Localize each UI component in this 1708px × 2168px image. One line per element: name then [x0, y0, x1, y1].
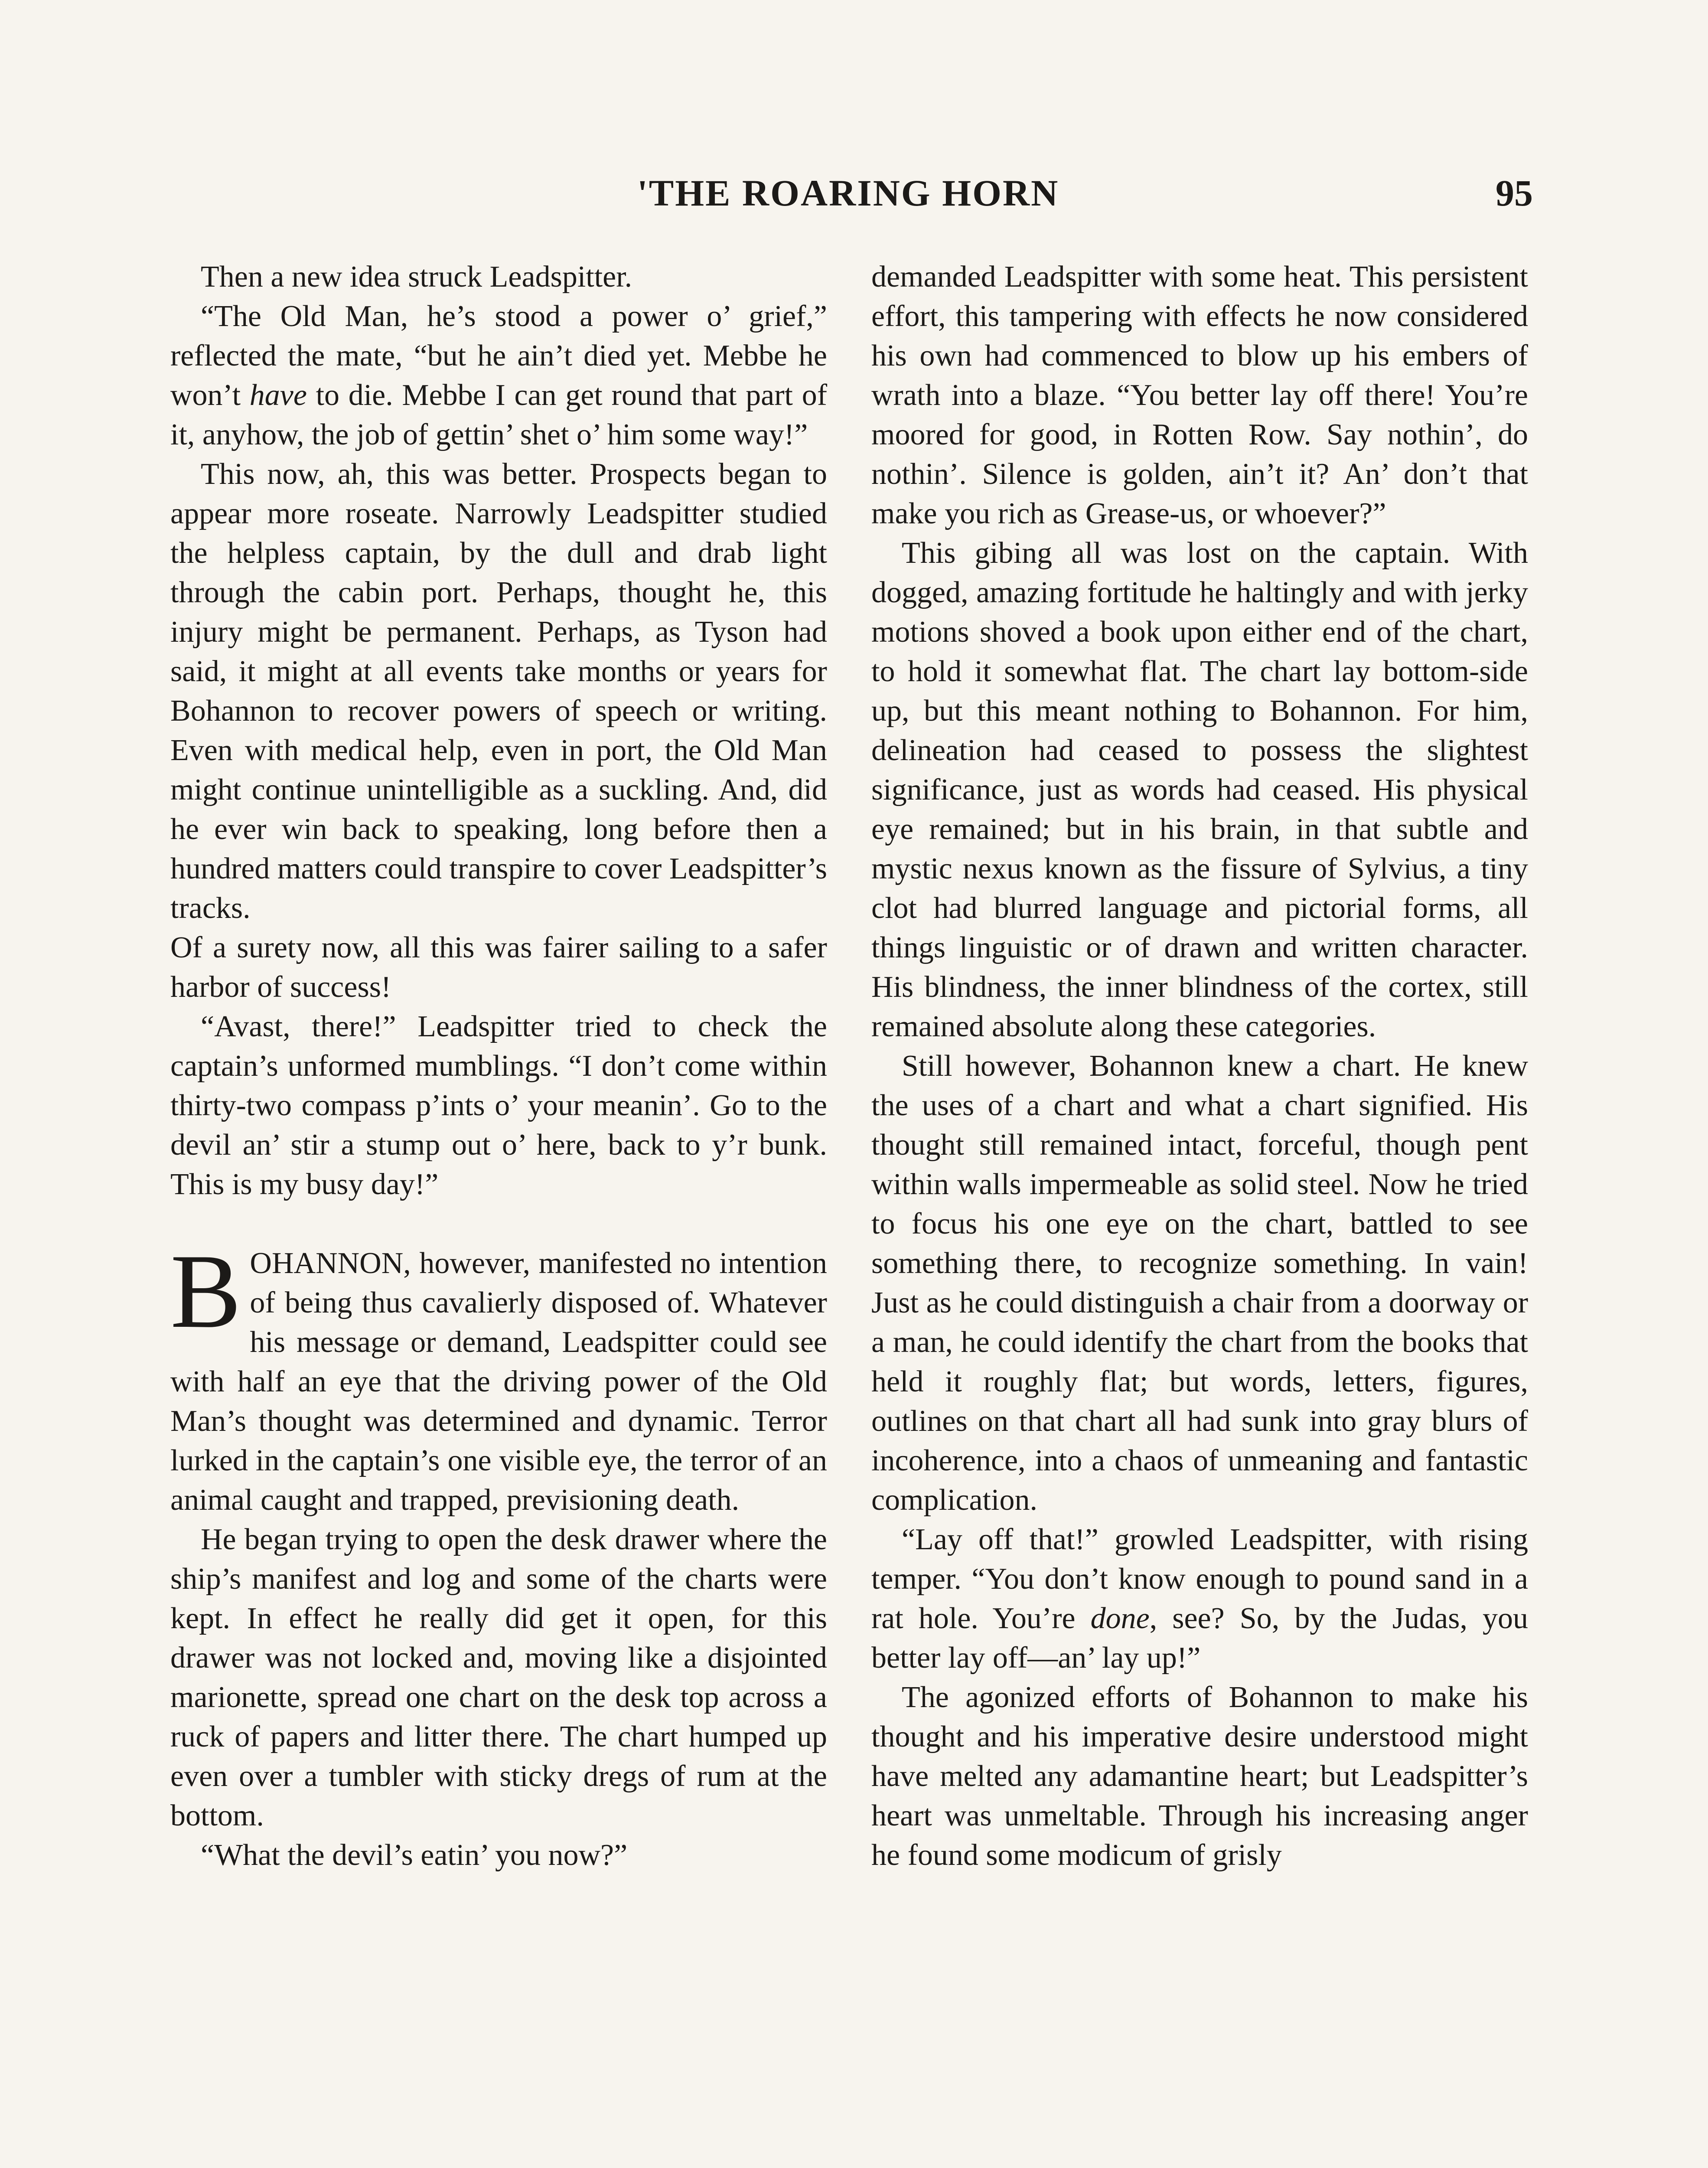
paragraph: He began trying to open the desk drawer where the ship’s manifest and log and some of the charts were kept. In effect he really did get it open, for this drawer was not locked and, moving like a disjointed marionette, spread one chart on the desk top across a ruck of papers and litter there. The chart humped up even over a tumbler with sticky dregs of rum at the bottom. [170, 1523, 827, 1832]
italic-emphasis: done [1090, 1602, 1150, 1635]
paragraph: This now, ah, this was better. Prospects began to appear more roseate. Narrowly Leadspitter studied the helpless captain, by the dull and drab light through the cabin port. Perhaps, thought he, this injury might be permanent. Perhaps, as Tyson had said, it might at all events take months or years for Bohannon to recover powers of speech or writing. Even with medical help, even in port, the Old Man might continue unintelligible as a suckling. And, did he ever win back to speaking, long before then a hundred matters could transpire to cover Leadspitter’s tracks. [170, 457, 827, 925]
right-column [871, 257, 1528, 1875]
paragraph: This gibing all was lost on the captain. With dogged, amazing fortitude he haltingly and with jerky motions shoved a book upon either end of the chart, to hold it somewhat flat. The chart lay bottom-side up, but this meant nothing to Bohannon. For him, delineation had ceased to possess the slightest significance, just as words had ceased. His physical eye remained; but in his brain, in that subtle and mystic nexus known as the fissure of Sylvius, a tiny clot had blurred language and pictorial forms, all things linguistic or of drawn and written character. His blindness, the inner blindness of the cortex, still remained absolute along these categories. [871, 536, 1528, 1043]
drop-cap-letter: B [170, 1232, 241, 1350]
left-column [170, 257, 827, 1875]
paragraph: “What the devil’s eatin’ you now?” [201, 1838, 628, 1872]
paragraph: Of a surety now, all this was fairer sailing to a safer harbor of success! [170, 931, 827, 1004]
paragraph: “Avast, there!” Leadspitter tried to check the captain’s unformed mumblings. “I don’t come within thirty-two compass p’ints o’ your meanin’. Go to the devil an’ stir a stump out o’ here, back to y’r bunk. This is my busy day!” [170, 1010, 827, 1201]
page-number: 95 [1496, 172, 1533, 214]
paragraph: Still however, Bohannon knew a chart. He knew the uses of a chart and what a chart signified. His thought still remained intact, forceful, though pent within walls impermeable as solid steel. Now he tried to focus his one eye on the chart, battled to see something there, to recognize something. In vain! Just as he could distinguish a chair from a doorway or a man, he could identify the chart from the books that held it roughly flat; but words, letters, figures, outlines on that chart all had sunk into gray blurs of incoherence, into a chaos of unmeaning and fantastic complication. [871, 1049, 1528, 1517]
paragraph: The agonized efforts of Bohannon to make his thought and his imperative desire understood might have melted any adamantine heart; but Leadspitter’s heart was unmeltable. Through his increasing anger he found some modicum of grisly [871, 1681, 1528, 1872]
running-header: 'THE ROARING HORN [637, 172, 1059, 214]
paragraph: Then a new idea struck Leadspitter. [201, 260, 632, 294]
italic-emphasis: have [249, 379, 307, 412]
paragraph: “Lay off that!” growled Leadspitter, with rising temper. “You don’t know enough to pound sand in a rat hole. You’re done, see? So, by the Judas, you better lay off—an’ lay up!” [871, 1523, 1529, 1675]
paragraph: “The Old Man, he’s stood a power o’ grief,” reflected the mate, “but he ain’t died yet. Mebbe he won’t have to die. Mebbe I can get round that part of it, anyhow, the job of gettin’ shet o’ him some way!” [170, 300, 828, 451]
paragraph: demanded Leadspitter with some heat. This persistent effort, this tampering with effects he now considered his own had commenced to blow up his embers of wrath into a blaze. “You better lay off there! You’re moored for good, in Rotten Row. Say nothin’, do nothin’. Silence is golden, ain’t it? An’ don’t that make you rich as Grease-us, or whoever?” [871, 260, 1528, 530]
dropcap-paragraph: BOHANNON, however, manifested no intention of being thus cavalierly disposed of. Whatever his message or demand, Leadspitter could see with half an eye that the driving power of the Old Man’s thought was determined and dynamic. Terror lurked in the captain’s one visible eye, the terror of an animal caught and trapped, previsioning death. [170, 1232, 827, 1517]
